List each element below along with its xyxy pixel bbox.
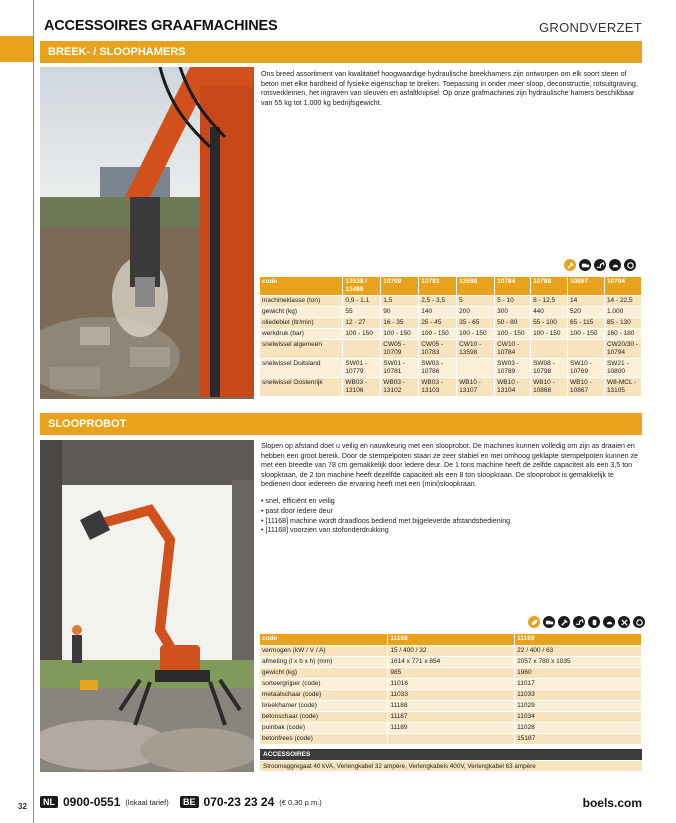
header-cell: code — [260, 634, 388, 645]
table-cell: WB03 - 13106 — [343, 378, 381, 397]
contact-be — [180, 795, 322, 809]
robot-photo — [40, 440, 254, 772]
row-label: snelwissel Duitsland — [260, 359, 343, 378]
table-row — [260, 329, 642, 340]
table-cell: 22 / 400 / 63 — [515, 645, 642, 656]
row-label: werkdruk (bar) — [260, 329, 343, 340]
table-cell: 11016 — [388, 678, 515, 689]
table-cell: CW10 - 10784 — [495, 340, 531, 359]
table-cell: 200 — [457, 307, 495, 318]
row-label: afmeting (l x b x h) (mm) — [260, 656, 388, 667]
table-cell: 55 — [343, 307, 381, 318]
table-cell: SW21 - 10800 — [604, 359, 641, 378]
table-row — [260, 711, 642, 722]
nl-tariff: (lokaal tarief) — [125, 797, 169, 807]
table-cell — [531, 340, 568, 359]
table-cell: 100 - 150 — [419, 329, 457, 340]
list-item: • past door iedere deur — [261, 507, 642, 517]
header-cell: 10867 — [568, 277, 605, 296]
table-row — [260, 700, 642, 711]
table-row — [260, 340, 642, 359]
table-cell: 100 - 150 — [495, 329, 531, 340]
table-cell: SW01 - 10779 — [343, 359, 381, 378]
table-cell: 100 - 150 — [568, 329, 605, 340]
breaker-photo — [40, 67, 254, 399]
row-label: snelwissel Oostenrijk — [260, 378, 343, 397]
table-cell: 1614 x 771 x 854 — [388, 656, 515, 667]
table-cell: CW20/30 - 10794 — [604, 340, 641, 359]
accessories-header: ACCESSOIRES — [260, 749, 642, 760]
table-row — [260, 667, 642, 678]
breaker-spec-table — [260, 277, 642, 397]
table-cell: 85 - 130 — [604, 318, 641, 329]
be-phone[interactable]: 070-23 23 24 — [203, 795, 275, 809]
table-cell: 100 - 150 — [343, 329, 381, 340]
truck-icon — [579, 259, 591, 271]
table-cell: 100 - 150 — [531, 329, 568, 340]
table-row — [260, 656, 642, 667]
table-cell: 14 — [568, 296, 605, 307]
table-row — [260, 689, 642, 700]
table-cell — [568, 340, 605, 359]
table-cell: 11188 — [388, 700, 515, 711]
breaker-section-header: BREEK- / SLOOPHAMERS — [40, 41, 642, 63]
header-cell: 10788 — [531, 277, 568, 296]
table-row — [260, 296, 642, 307]
table-cell: 1960 — [515, 667, 642, 678]
robot-icons — [528, 616, 645, 628]
row-label: puinbak (code) — [260, 722, 388, 733]
header-cell: 11169 — [515, 634, 642, 645]
table-cell — [388, 733, 515, 744]
header-cell: 10794 — [604, 277, 641, 296]
list-item: • [11168] voorzien van stofonderdrukking — [261, 526, 642, 536]
table-cell: 11029 — [515, 700, 642, 711]
table-cell: 11034 — [515, 711, 642, 722]
be-badge: BE — [180, 796, 199, 808]
table-header-row — [260, 277, 642, 296]
list-item: • [11168] machine wordt draadloos bediend met bijgeleverde afstandsbediening — [261, 517, 642, 527]
table-cell: SW03 - 10789 — [495, 359, 531, 378]
page-title: ACCESSOIRES GRAAFMACHINES — [44, 18, 278, 34]
table-row — [260, 378, 642, 397]
margin-line — [33, 0, 34, 823]
table-cell: W8-MCL - 13105 — [604, 378, 641, 397]
row-label: oliedebiet (ltr/min) — [260, 318, 343, 329]
table-cell: 5 - 10 — [495, 296, 531, 307]
table-header-row — [260, 634, 642, 645]
table-cell: 50 - 80 — [495, 318, 531, 329]
table-cell: SW08 - 10798 — [531, 359, 568, 378]
be-tariff: (€ 0,30 p.m.) — [279, 797, 322, 807]
table-cell: 100 - 150 — [381, 329, 419, 340]
table-cell: 985 — [388, 667, 515, 678]
table-cell: 1,5 — [381, 296, 419, 307]
row-label: betonfrees (code) — [260, 733, 388, 744]
header-cell: 10709 — [381, 277, 419, 296]
page-number: 32 — [18, 802, 27, 811]
robot-section-header: SLOOPROBOT — [40, 413, 642, 435]
row-label: breekhamer (code) — [260, 700, 388, 711]
accessories-list: Stroomaggregaat 40 kVA, Verlengkabel 32 ampère, Verlengkabels 400V, Verlengkabel 63 ampère — [260, 761, 642, 771]
table-cell: CW05 - 10783 — [419, 340, 457, 359]
table-cell: 90 — [381, 307, 419, 318]
hammer-icon — [564, 259, 576, 271]
table-row — [260, 645, 642, 656]
header-accent-tab — [0, 36, 33, 62]
table-row — [260, 359, 642, 378]
table-cell: 11187 — [388, 711, 515, 722]
row-label: snelwissel algemeen — [260, 340, 343, 359]
table-cell: 2057 x 780 x 1035 — [515, 656, 642, 667]
table-cell: 140 — [419, 307, 457, 318]
table-cell: 0,9 - 1,1 — [343, 296, 381, 307]
ear-protection-icon — [633, 616, 645, 628]
table-cell: WB10 - 13104 — [495, 378, 531, 397]
table-cell — [457, 359, 495, 378]
nl-badge: NL — [40, 796, 58, 808]
leaf-icon — [528, 616, 540, 628]
table-cell: 5 — [457, 296, 495, 307]
table-cell: WB03 - 13103 — [419, 378, 457, 397]
table-cell: 11033 — [515, 689, 642, 700]
table-cell: 300 — [495, 307, 531, 318]
table-cell: 12 - 27 — [343, 318, 381, 329]
table-row — [260, 318, 642, 329]
breaker-description: Ons breed assortiment van kwalitatief hoogwaardige hydraulische breekhamers zijn ontworpen om elk soort steen of beton met elke hardheid of fysieke eigenschap te breken. Toepassing in onder meer sloop, deconstructie, rotsuitgraving, rotsverkleinen, het ingraven van sleuven en asfaltknipsel. Op onze grafmachines zijn hydraulische hamers beschikbaar van 55 kg tot 1.000 kg bedrijfsgewicht. — [261, 70, 638, 107]
table-cell: 440 — [531, 307, 568, 318]
table-cell: WB03 - 13102 — [381, 378, 419, 397]
table-cell: 8 - 12,5 — [531, 296, 568, 307]
header-cell: 13538 / 13489 — [343, 277, 381, 296]
table-cell: 1.000 — [604, 307, 641, 318]
header-cell: 11168 — [388, 634, 515, 645]
row-label: machineklasse (ton) — [260, 296, 343, 307]
table-row — [260, 678, 642, 689]
category-label: GRONDVERZET — [539, 20, 642, 35]
tools-icon — [618, 616, 630, 628]
table-cell: 65 - 115 — [568, 318, 605, 329]
table-cell: 11017 — [515, 678, 642, 689]
table-cell: 15187 — [515, 733, 642, 744]
nl-phone[interactable]: 0900-0551 — [63, 795, 121, 809]
excavator-icon — [573, 616, 585, 628]
row-label: betonschaar (code) — [260, 711, 388, 722]
table-cell: SW10 - 10769 — [568, 359, 605, 378]
table-cell — [343, 340, 381, 359]
row-label: gewicht (kg) — [260, 307, 343, 318]
table-row — [260, 307, 642, 318]
safety-helmet-icon — [603, 616, 615, 628]
gloves-icon — [588, 616, 600, 628]
table-cell: 15 / 400 / 32 — [388, 645, 515, 656]
contact-nl — [40, 795, 169, 809]
table-cell: SW01 - 10781 — [381, 359, 419, 378]
table-cell: WB10 - 10867 — [568, 378, 605, 397]
table-cell: WB10 - 10868 — [531, 378, 568, 397]
row-label: gewicht (kg) — [260, 667, 388, 678]
table-cell: 35 - 65 — [457, 318, 495, 329]
row-label: sorteergrijper (code) — [260, 678, 388, 689]
table-cell: 16 - 35 — [381, 318, 419, 329]
list-item: • snel, efficiënt en veilig — [261, 497, 642, 507]
header-cell: 10783 — [419, 277, 457, 296]
robot-description: Slopen op afstand doet u veilig en nauwkeurig met een slooprobot. De machines kunnen volledig om zijn as draaien en hebben een groot bereik. Door de stempelpoten staan ze zeer stabiel en met omhoog geklapte stempelpoten kunnen ze met een breedte van 78 cm gemakkelijk door iedere deur. De 1 tons machine heeft de zelfde capaciteit als een 3,5 ton sloopkraan, de 2 ton machine heeft dezelfde capaciteit als een 8 ton sloopkraan. De slooprobot is gemakkelijk te bedienen door iedereen die ervaring heeft met een (mini)sloopkraan. — [261, 442, 639, 489]
table-cell: 11033 — [388, 689, 515, 700]
robot-spec-table — [260, 634, 642, 745]
header-cell: 13598 — [457, 277, 495, 296]
excavator-icon — [594, 259, 606, 271]
row-label: metaalschaar (code) — [260, 689, 388, 700]
table-row — [260, 733, 642, 744]
table-cell: 11189 — [388, 722, 515, 733]
safety-helmet-icon — [609, 259, 621, 271]
website-link[interactable]: boels.com — [582, 796, 642, 810]
table-cell: SW03 - 10786 — [419, 359, 457, 378]
robot-feature-list — [261, 497, 642, 536]
ear-protection-icon — [624, 259, 636, 271]
table-cell: CW05 - 10709 — [381, 340, 419, 359]
table-row — [260, 722, 642, 733]
hammer-icon — [558, 616, 570, 628]
table-cell: CW10 - 13598 — [457, 340, 495, 359]
table-cell: 2,5 - 3,5 — [419, 296, 457, 307]
table-cell: WB10 - 13107 — [457, 378, 495, 397]
truck-icon — [543, 616, 555, 628]
breaker-icons — [564, 259, 636, 271]
table-cell: 160 - 180 — [604, 329, 641, 340]
table-cell: 11028 — [515, 722, 642, 733]
table-cell: 14 - 22,5 — [604, 296, 641, 307]
table-cell: 25 - 45 — [419, 318, 457, 329]
header-cell: 10784 — [495, 277, 531, 296]
table-cell: 100 - 150 — [457, 329, 495, 340]
row-label: vermogen (kW / V / A) — [260, 645, 388, 656]
header-cell: code — [260, 277, 343, 296]
table-cell: 520 — [568, 307, 605, 318]
table-cell: 55 - 100 — [531, 318, 568, 329]
